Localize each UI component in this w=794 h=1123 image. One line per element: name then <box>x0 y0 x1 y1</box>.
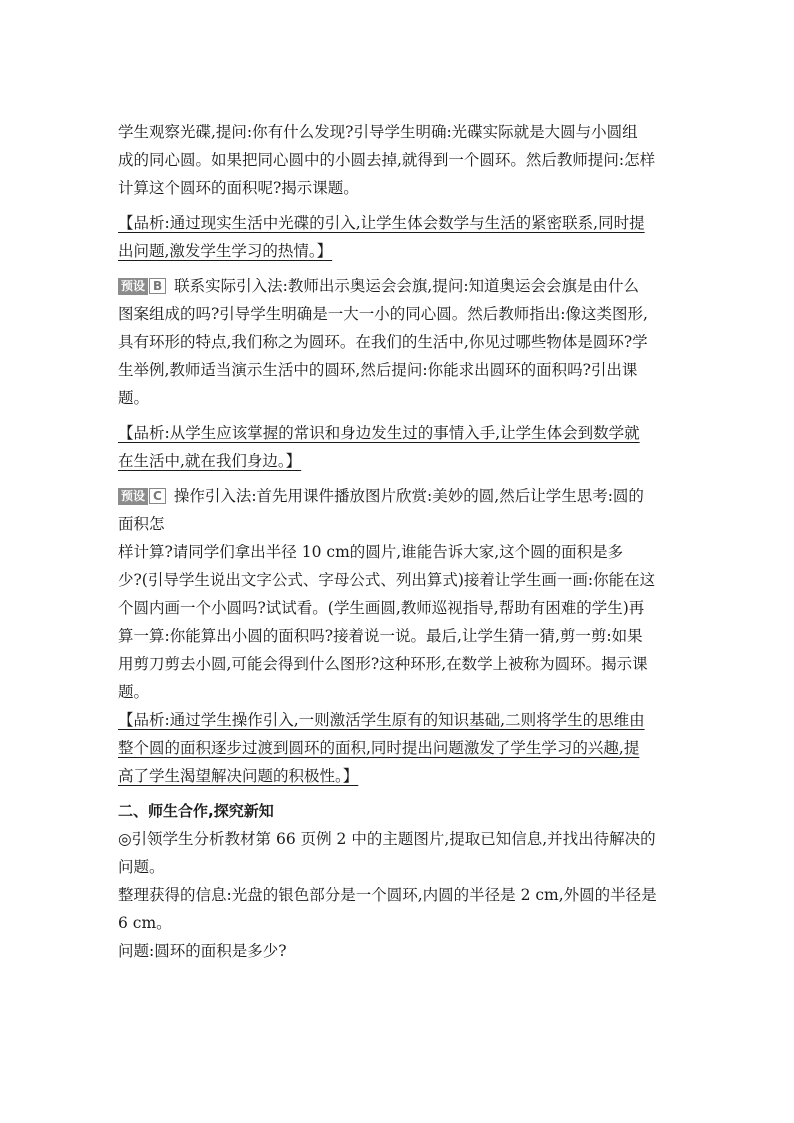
text-line: 生举例,教师适当演示生活中的圆环,然后提问:你能求出圆环的面积吗?引出课 <box>118 361 638 379</box>
text-line: 个圆内画一个小圆吗?试试看。(学生画圆,教师巡视指导,帮助有困难的学生)再 <box>118 599 645 617</box>
text-line: 计算这个圆环的面积呢?揭示课题。 <box>118 179 359 197</box>
preset-b-badge <box>118 278 166 295</box>
page-content <box>118 118 678 965</box>
preset-b-section <box>118 272 678 412</box>
analysis-line: 【品析:通过现实生活中光碟的引入,让学生体会数学与生活的紧密联系,同时提 <box>118 214 645 232</box>
analysis-line: 【品析:从学生应该掌握的常识和身边发生过的事情入手,让学生体会到数学就 <box>118 424 640 442</box>
preset-c-section <box>118 482 678 706</box>
text-line: 成的同心圆。如果把同心圆中的小圆去掉,就得到一个圆环。然后教师提问:怎样 <box>118 151 656 169</box>
text-line: 少?(引导学生说出文字公式、字母公式、列出算式)接着让学生画一画:你能在这 <box>118 571 656 589</box>
analysis-line: 在生活中,就在我们身边。】 <box>118 452 302 470</box>
analysis-note-3 <box>118 706 678 790</box>
text-line: 题。 <box>118 389 150 407</box>
text-line: 问题。 <box>118 858 165 876</box>
text-line: 具有环形的特点,我们称之为圆环。在我们的生活中,你见过哪些物体是圆环?学 <box>118 333 648 351</box>
preset-badge-letter: C <box>149 488 166 504</box>
text-line: 面积怎 <box>118 515 165 533</box>
text-line: 操作引入法:首先用课件播放图片欣赏:美妙的圆,然后让学生思考:圆的 <box>173 487 644 505</box>
text-line: 算一算:你能算出小圆的面积吗?接着说一说。最后,让学生猜一猜,剪一剪:如果 <box>118 627 643 645</box>
text-line: 题。 <box>118 683 150 701</box>
analysis-note-1 <box>118 209 678 265</box>
text-line: 图案组成的吗?引导学生明确是一大一小的同心圆。然后教师指出:像这类图形, <box>118 305 648 323</box>
analysis-line: 整个圆的面积逐步过渡到圆环的面积,同时提出问题激发了学生学习的兴趣,提 <box>118 739 640 757</box>
section-2 <box>118 797 678 965</box>
text-line: 联系实际引入法:教师出示奥运会会旗,提问:知道奥运会会旗是由什么 <box>174 277 640 295</box>
analysis-line: 高了学生渴望解决问题的积极性。】 <box>118 767 359 785</box>
analysis-note-2 <box>118 419 678 475</box>
text-line: ◎引领学生分析教材第 66 页例 2 中的主题图片,提取已知信息,并找出待解决的 <box>118 830 656 848</box>
preset-c-badge <box>118 488 166 505</box>
text-line: 问题:圆环的面积是多少? <box>118 942 287 960</box>
preset-badge-word: 预设 <box>118 278 148 295</box>
preset-badge-letter: B <box>149 278 166 294</box>
text-line: 6 cm。 <box>118 914 172 932</box>
section-heading: 二、师生合作,探究新知 <box>118 802 274 820</box>
analysis-line: 【品析:通过学生操作引入,一则激活学生原有的知识基础,二则将学生的思维由 <box>118 711 645 729</box>
preset-b-first-line <box>118 272 678 300</box>
preset-c-first-line <box>118 482 678 510</box>
text-line: 样计算?请同学们拿出半径 10 cm的圆片,谁能告诉大家,这个圆的面积是多 <box>118 543 624 561</box>
intro-paragraph <box>118 118 678 202</box>
preset-badge-word: 预设 <box>118 488 148 505</box>
text-line: 整理获得的信息:光盘的银色部分是一个圆环,内圆的半径是 2 cm,外圆的半径是 <box>118 886 657 904</box>
text-line: 学生观察光碟,提问:你有什么发现?引导学生明确:光碟实际就是大圆与小圆组 <box>118 123 638 141</box>
text-line: 用剪刀剪去小圆,可能会得到什么图形?这种环形,在数学上被称为圆环。揭示课 <box>118 655 648 673</box>
analysis-line: 出问题,激发学生学习的热情。】 <box>118 242 333 260</box>
